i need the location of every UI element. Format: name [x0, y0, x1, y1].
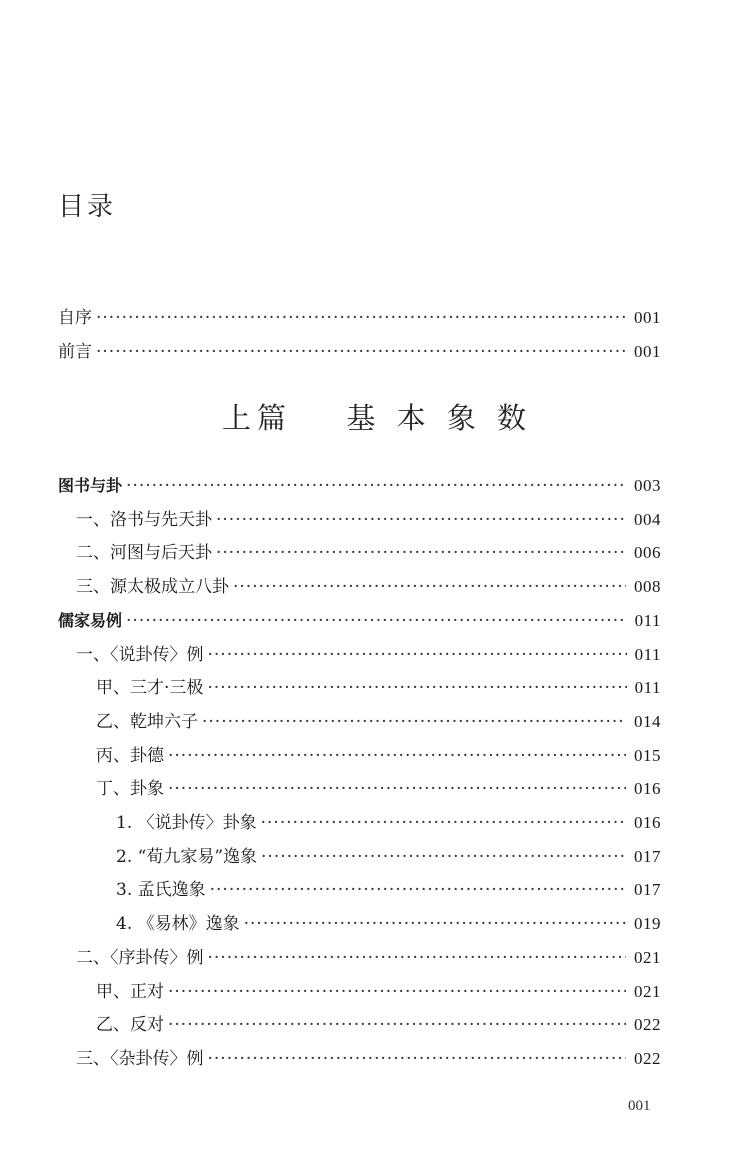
- toc-entry-page: 014: [634, 711, 661, 731]
- toc-entry-page: 006: [634, 543, 661, 563]
- toc-entry-page: 003: [634, 476, 661, 495]
- toc-entry-label: 丙、卦德: [96, 745, 164, 766]
- toc-entry-page: 011: [634, 610, 661, 630]
- toc-entry-page: 019: [634, 914, 661, 934]
- toc-entry-page: 011: [634, 644, 661, 664]
- toc-entry-label: 三、〈杂卦传〉例: [76, 1048, 204, 1069]
- toc-entry-page: 022: [634, 1048, 661, 1068]
- toc-entry-page: 022: [634, 1015, 661, 1035]
- toc-entry-label: 3. 孟氏逸象: [116, 880, 206, 901]
- toc-leader-dots: [261, 812, 626, 834]
- toc-entry-label: 乙、乾坤六子: [96, 711, 198, 732]
- toc-entry-label: 自序: [58, 308, 92, 328]
- toc-entry-label: 2. “荀九家易”逸象: [116, 846, 258, 867]
- toc-entry-label: 4. 《易林》逸象: [116, 914, 240, 935]
- toc-entry: [116, 879, 661, 901]
- toc-entry: [116, 812, 661, 834]
- toc-entry-page: 004: [634, 509, 661, 529]
- toc-entry: [76, 947, 661, 969]
- toc-entry: [96, 778, 661, 800]
- toc-entry-page: 017: [634, 846, 661, 866]
- toc-entry-page: 011: [634, 678, 661, 698]
- toc-entry-label: 一、洛书与先天卦: [76, 509, 212, 530]
- toc-entry-label: 三、源太极成立八卦: [76, 577, 229, 598]
- toc-leader-dots: [96, 307, 626, 329]
- toc-entry-page: 001: [634, 342, 661, 361]
- toc-leader-dots: [168, 981, 626, 1003]
- toc-entry: [58, 475, 661, 497]
- toc-entry-label: 图书与卦: [58, 476, 123, 495]
- toc-entry: [76, 542, 661, 564]
- section-name: 基 本 象 数: [346, 401, 533, 435]
- toc-leader-dots: [208, 947, 627, 969]
- toc-entry: [76, 576, 661, 598]
- toc-leader-dots: [168, 1014, 626, 1036]
- toc-entry: [58, 307, 661, 329]
- toc-entry-page: 016: [634, 779, 661, 799]
- toc-entry: [96, 677, 661, 699]
- toc-entry-label: 乙、反对: [96, 1015, 164, 1036]
- toc-entry-label: 二、河图与后天卦: [76, 543, 212, 564]
- toc-entry: [116, 913, 661, 935]
- toc-entry-label: 前言: [58, 342, 92, 362]
- toc-leader-dots: [168, 745, 626, 767]
- toc-leader-dots: [244, 913, 626, 935]
- toc-entry-page: 001: [634, 308, 661, 327]
- toc-leader-dots: [168, 778, 626, 800]
- section-title: [0, 396, 754, 437]
- page-title: 目录: [58, 192, 117, 222]
- toc-entry-label: 1. 〈说卦传〉卦象: [116, 813, 257, 833]
- toc-leader-dots: [261, 846, 626, 868]
- toc-entry-label: 甲、三才·三极: [96, 678, 204, 699]
- toc-entry-label: 一、〈说卦传〉例: [76, 644, 204, 665]
- toc-leader-dots: [208, 644, 627, 666]
- section-part: 上篇: [221, 401, 292, 435]
- toc-entry: [96, 711, 661, 733]
- toc-entry: [116, 846, 661, 868]
- toc-leader-dots: [210, 879, 626, 901]
- toc-leader-dots: [126, 475, 626, 497]
- toc-entry-label: 甲、正对: [96, 981, 164, 1002]
- toc-leader-dots: [207, 677, 626, 699]
- toc-leader-dots: [202, 711, 626, 733]
- toc-leader-dots: [233, 576, 626, 598]
- toc-entry-page: 016: [634, 813, 661, 832]
- toc-entry: [96, 981, 661, 1003]
- toc-entry-page: 021: [634, 947, 661, 967]
- toc-entry: [58, 341, 661, 363]
- toc-entry-page: 017: [634, 880, 661, 900]
- toc-leader-dots: [208, 1048, 627, 1070]
- toc-entry: [96, 745, 661, 767]
- toc-leader-dots: [216, 509, 626, 531]
- toc-entry-page: 021: [634, 981, 661, 1001]
- toc-leader-dots: [96, 341, 626, 363]
- toc-entry-page: 015: [634, 745, 661, 765]
- toc-leader-dots: [126, 610, 627, 632]
- toc-entry: [76, 1048, 661, 1070]
- toc-entry-page: 008: [634, 577, 661, 597]
- toc-entry-label: 儒家易例: [58, 610, 123, 630]
- toc-entry: [76, 644, 661, 666]
- toc-entry: [76, 509, 661, 531]
- toc-entry-label: 二、〈序卦传〉例: [76, 947, 204, 968]
- toc-entry-label: 丁、卦象: [96, 779, 164, 800]
- toc-leader-dots: [216, 542, 626, 564]
- toc-entry: [58, 610, 661, 632]
- page-number: 001: [628, 1098, 651, 1114]
- toc-entry: [96, 1014, 661, 1036]
